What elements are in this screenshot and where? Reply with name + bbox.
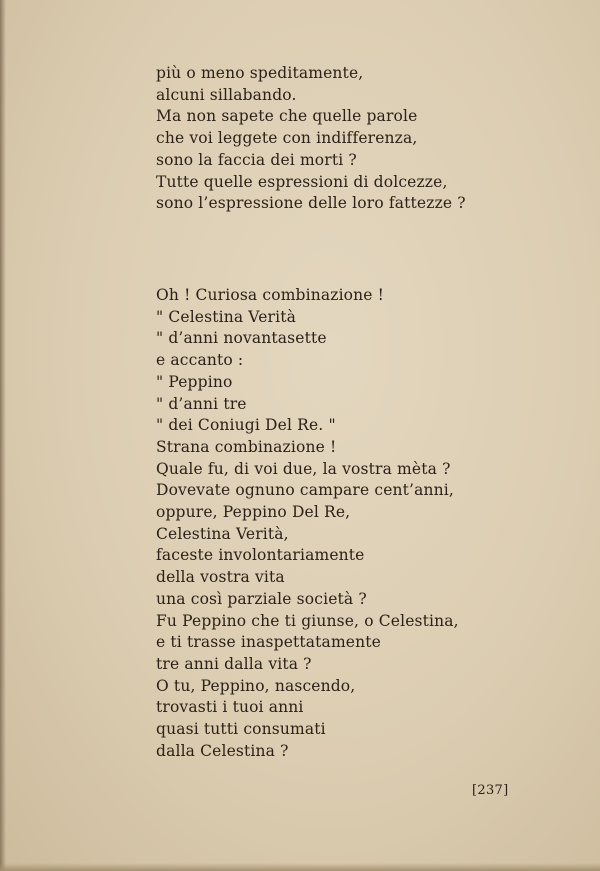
poem-line: " Peppino [156,372,233,391]
poem-line: trovasti i tuoi anni [156,698,304,717]
poem-line: che voi leggete con indifferenza, [156,129,418,148]
poem-line: più o meno speditamente, [156,64,364,82]
page-bottom-shadow [0,863,600,871]
poem-line: sono la faccia dei morti ? [156,150,357,169]
poem-line: tre anni dalla vita ? [156,654,312,673]
poem-line: Fu Peppino che ti giunse, o Celestina, [156,611,459,630]
poem-line: Ma non sapete che quelle parole [156,107,418,126]
poem-line: Strana combinazione ! [156,437,337,456]
poem-line: O tu, Peppino, nascendo, [156,676,356,695]
poem-stanza-1 [156,63,466,215]
poem-stanza-2 [156,285,459,762]
poem-line: e ti trasse inaspettatamente [156,633,381,652]
poem-line: della vostra vita [156,568,285,587]
poem-line: Oh ! Curiosa combinazione ! [156,286,385,304]
poem-line: " Celestina Verità [156,307,296,326]
poem-line: sono l’espressione delle loro fattezze ? [156,194,466,213]
poem-line: Quale fu, di voi due, la vostra mèta ? [156,459,451,478]
poem-line: una così parziale società ? [156,589,367,608]
poem-line: e accanto : [156,351,244,370]
poem-line: Dovevate ognuno campare cent’anni, [156,481,454,500]
page-number: [237] [472,783,509,798]
poem-line: Celestina Verità, [156,524,289,543]
page-edge-shadow [0,0,6,871]
poem-line: " d’anni novantasette [156,329,327,348]
poem-line: dalla Celestina ? [156,741,289,760]
poem-line: faceste involontariamente [156,546,365,565]
poem-line: " dei Coniugi Del Re. " [156,416,336,435]
poem-line: quasi tutti consumati [156,720,326,739]
poem-line: " d’anni tre [156,394,247,413]
poem-line: Tutte quelle espressioni di dolcezze, [156,172,448,191]
poem-line: oppure, Peppino Del Re, [156,503,351,522]
poem-line: alcuni sillabando. [156,85,297,104]
